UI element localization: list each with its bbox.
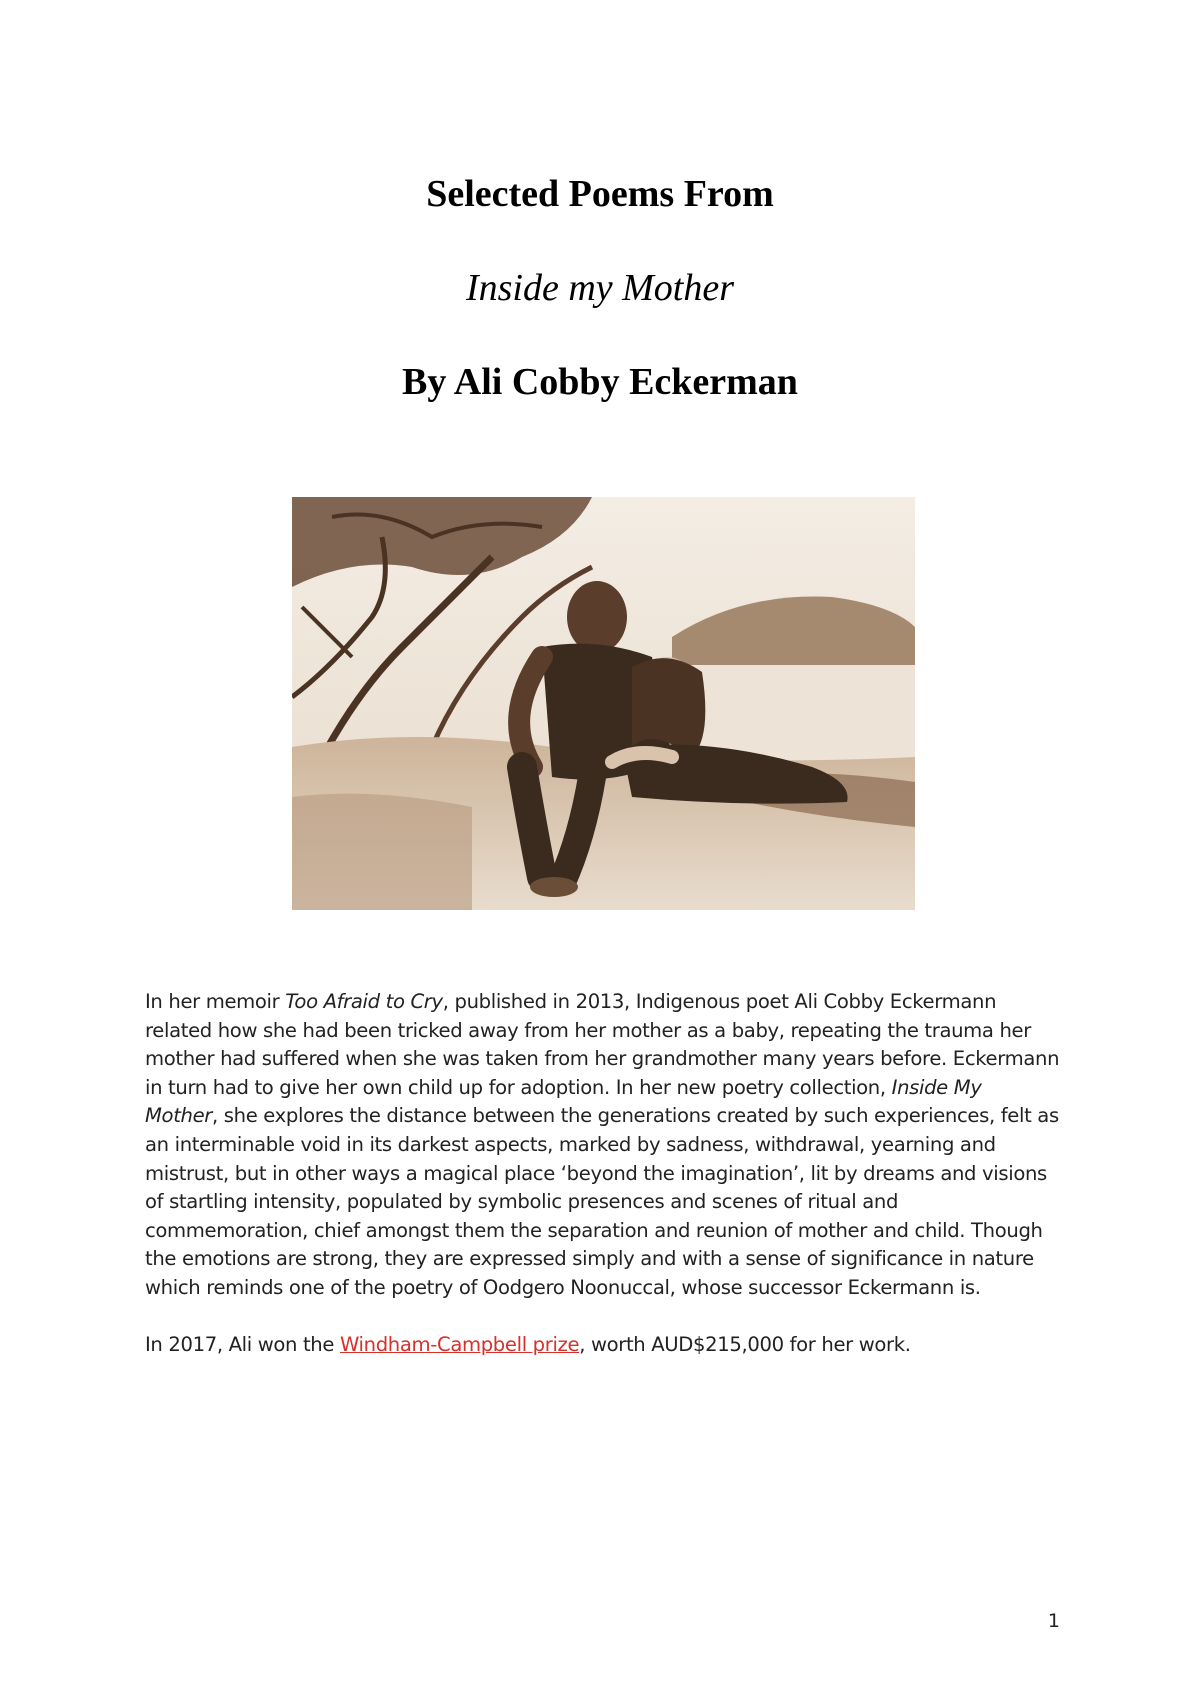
paragraph-line: related how she had been tricked away from her mother as a baby, repeating the trauma her [145,1018,1031,1042]
intro-paragraph [145,988,1065,1303]
author-photo [292,497,915,910]
sepia-photo-illustration [292,497,915,910]
collection-title-part-1: Inside My [891,1075,982,1099]
collection-title-part-2: Mother [145,1104,213,1128]
book-title: Inside my Mother [465,267,735,309]
memoir-title: Too Afraid to Cry [285,990,443,1013]
document-title: Selected Poems From [426,173,774,215]
page-number: 1 [1047,1610,1060,1632]
paragraph-line: Mother, she explores the distance between the generations created by such experiences, felt as [145,1104,1059,1128]
paragraph-line: which reminds one of the poetry of Oodgero Noonuccal, whose successor Eckermann is. [145,1275,981,1299]
paragraph-line: in turn had to give her own child up for adoption. In her new poetry collection, Inside My [145,1075,982,1099]
paragraph-line: commemoration, chief amongst them the separation and reunion of mother and child. Though [145,1218,1043,1242]
paragraph-line: an interminable void in its darkest aspects, marked by sadness, withdrawal, yearning and [145,1132,996,1156]
prize-paragraph [145,1331,1065,1360]
paragraph-line: of startling intensity, populated by symbolic presences and scenes of ritual and [145,1190,899,1214]
paragraph-line: mistrust, but in other ways a magical place ‘beyond the imagination’, lit by dreams and visions [145,1161,1047,1185]
paragraph-line: mother had suffered when she was taken from her grandmother many years before. Eckermann [145,1047,1060,1071]
paragraph-line: In 2017, Ali won the Windham-Campbell prize, worth AUD$215,000 for her work. [145,1333,911,1356]
author-line: By Ali Cobby Eckerman [402,361,798,403]
paragraph-line: the emotions are strong, they are expressed simply and with a sense of significance in nature [145,1247,1034,1271]
paragraph-line: In her memoir Too Afraid to Cry, published in 2013, Indigenous poet Ali Cobby Eckermann [145,990,997,1013]
windham-campbell-prize-link[interactable]: Windham-Campbell prize [339,1333,580,1356]
